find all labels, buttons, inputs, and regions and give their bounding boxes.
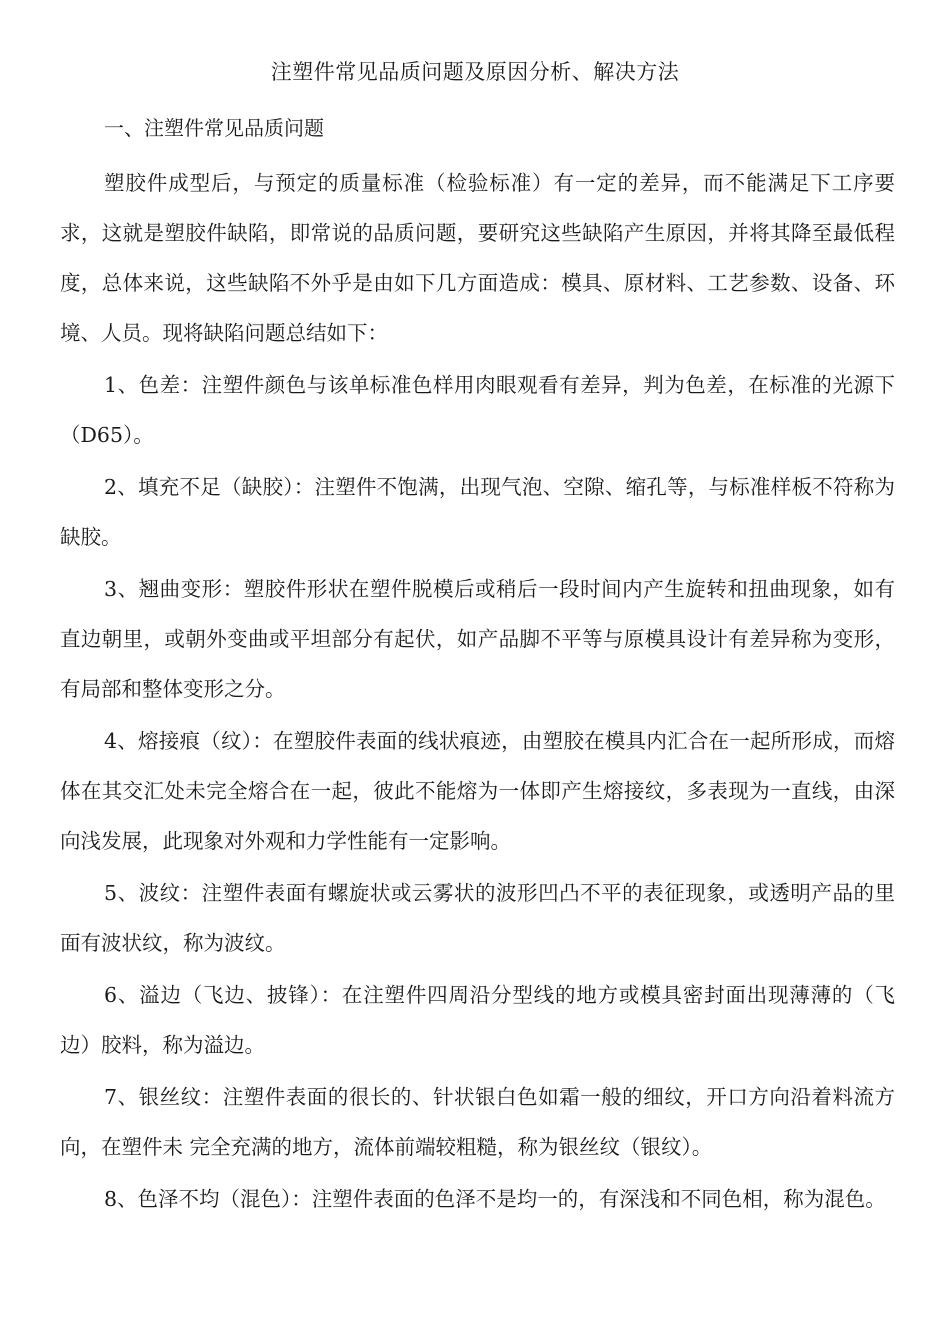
intro-paragraph: 塑胶件成型后，与预定的质量标准（检验标准）有一定的差异，而不能满足下工序要求，这就是塑胶件缺陷，即常说的品质问题，要研究这些缺陷产生原因，并将其降至最低程度，总体来说，这些缺陷不外乎是由如下几方面造成：模具、原材料、工艺参数、设备、环境、人员。现将缺陷问题总结如下： bbox=[60, 171, 895, 345]
defect-silver-streak: 7、银丝纹：注塑件表面的很长的、针状银白色如霜一般的细纹，开口方向沿着料流方向，在塑件未 完全充满的地方，流体前端较粗糙，称为银丝纹（银纹）。 bbox=[60, 1085, 895, 1159]
document-title: 注塑件常见品质问题及原因分析、解决方法 bbox=[270, 60, 680, 84]
defect-warpage: 3、翘曲变形：塑胶件形状在塑件脱模后或稍后一段时间内产生旋转和扭曲现象，如有直边朝里，或朝外变曲或平坦部分有起伏，如产品脚不平等与原模具设计有差异称为变形，有局部和整体变形之分。 bbox=[60, 577, 895, 701]
document-body bbox=[60, 158, 895, 1226]
defect-color-difference: 1、色差：注塑件颜色与该单标准色样用肉眼观看有差异，判为色差，在标准的光源下（D65）。 bbox=[60, 373, 895, 447]
defect-short-shot: 2、填充不足（缺胶）：注塑件不饱满，出现气泡、空隙、缩孔等，与标准样板不符称为缺胶。 bbox=[60, 475, 895, 549]
defect-weld-line: 4、熔接痕（纹）：在塑胶件表面的线状痕迹，由塑胶在模具内汇合在一起所形成，而熔体在其交汇处未完全熔合在一起，彼此不能熔为一体即产生熔接纹，多表现为一直线，由深向浅发展，此现象对外观和力学性能有一定影响。 bbox=[60, 729, 895, 853]
section-heading: 一、注塑件常见品质问题 bbox=[104, 116, 324, 140]
defect-flash: 6、溢边（飞边、披锋）：在注塑件四周沿分型线的地方或模具密封面出现薄薄的（飞边）胶料，称为溢边。 bbox=[60, 983, 895, 1057]
defect-color-mixing: 8、色泽不均（混色）：注塑件表面的色泽不是均一的，有深浅和不同色相，称为混色。 bbox=[104, 1187, 886, 1211]
defect-ripple: 5、波纹：注塑件表面有螺旋状或云雾状的波形凹凸不平的表征现象，或透明产品的里面有波状纹，称为波纹。 bbox=[60, 881, 895, 955]
